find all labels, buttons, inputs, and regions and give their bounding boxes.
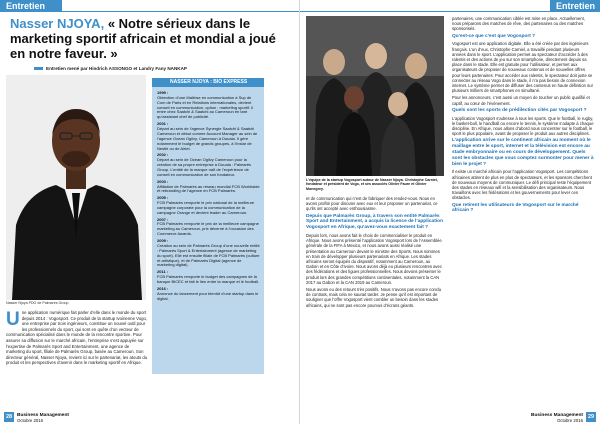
body-paragraph: Depuis lors, nous avons fait le choix de commercialiser le produit en Afrique. Nous avons présenté l’application Vogosport lors de l’Assemblée générale de la FIFA à Mexico, et nous avons aussi réalisé une présentation au Cameroun devant le ministre des Sports. Nous sommes en train de développer plusieurs partenariats en Afrique. Les stades africains seront équipés du dispositif, notamment au Cameroun, au Gabon et en Côte d’Ivoire. Nous avons déjà eu plusieurs rencontres avec des fédérations et des ligues professionnelles. Nous devons présenter le produit lors des grandes compétitions continentales, notamment la CAN 2017 au Gabon et la CAN 2019 au Cameroun. [306,233,442,285]
rubric-label: Entretien [550,0,600,12]
bio-year: 2002 : [157,152,169,158]
interview-question: Qu’est-ce que c’est que Vogosport ? [452,33,536,39]
magazine-info [17,412,69,423]
bio-express-box [152,78,264,374]
bio-event: Affiliation de Palmarès au réseau mondial FCB Worldwide et rebranding de l’agence en FCB Palmarès. [157,183,260,194]
dropcap: U [6,309,20,330]
left-footer [0,410,300,424]
bio-event: Création au sein de Palmarès Group d’une nouvelle entité : Palmarès Sport & Entertainment (agence de marketing du sport). Elle est ensuite filiale de FCB Palmarès (culture et artistique), et de Palmarès Digital (agence de marketing digital). [157,242,260,268]
portrait-caption: Nasser Njoya PDG de Palmarès Group [6,301,69,305]
bio-event: FCB Palmarès remporte le prix de la meilleure campagne marketing au Cameroun, prix décerné à l’occasion des Commerce Awards. [157,221,259,237]
portrait-photo [6,75,146,300]
page-number: 29 [587,414,595,420]
body-paragraph: et de communication qui n’est de fabriquer des rendez-vous. Nous en avons profité pour discuter avec eux et leur proposer un partenariat, ce qu’ils ont accepté avec enthousiasme. [306,196,438,212]
byline-marker [34,67,43,70]
bio-year: 2011 : [157,269,169,275]
body-paragraph: Nous avons eu des retours très positifs. Nous n’avons pas encore conclu de contrats, mais cela ne saurait tarder. Je pense qu’il est important de souligner que l’offre Vogosport vient combler un besoin dans les stades africains, qui ne sont pas encore pourvus d’écrans géants. [306,287,442,308]
bio-year: 2007 : [157,216,169,222]
magazine-info [531,412,583,423]
interview-question: Quels sont les sports de prédilection cités par Vogosport ? [452,107,587,113]
byline: Entretien mené par Hindrich ASSONGO et Landry Fany NANKAP [46,66,187,71]
body-paragraph: Pour les annonceurs, c’est aussi un moyen de toucher un public qualifié et captif, au cœur de l’événement. [452,95,590,106]
headline-quote: « Notre sérieux dans le marketing sportif africain et mondial a joué en notre faveur. » [10,16,276,61]
magazine-name: Business Management [17,413,69,418]
bio-event: Annonce du lancement pour bientôt d’une startup dans le digital. [157,290,259,301]
bio-express-list [157,89,260,301]
bio-year: 2005 : [157,195,169,201]
right-page [300,0,600,424]
body-paragraph: Il existe un marché africain pour l’application Vogosport. Les compétitions africaines attirent de plus en plus de spectateurs, et les sponsors cherchent de nouveaux moyens de communiquer. Le défi principal reste l’équipement des stades en réseaux wifi et la sensibilisation des organisateurs. Nous travaillons avec les fédérations et les gouvernements pour lever ces obstacles. [452,169,592,201]
headline-name: Nasser NJOYA, [10,16,105,31]
bio-year: 2009 : [157,237,169,243]
interview-question: L’application arrive sur le continent africain au moment où le maillage entre le sport, internet et la télévision est encore au stade embryonnaire ou en cours de développement. Quels sont les obstacles que vous comptez surmonter pour mener à bien le projet ? [452,138,594,167]
team-photo-caption: L’équipe de la startup Vogosport autour de Nasser Njoya. Christophe Carniel, fondateur et président de Vogo, et ses associés Olivier Faure et Olivier Monegrey. [306,178,438,191]
team-photo-illustration [306,16,444,176]
magazine-name: Business Management [531,413,583,418]
bio-event: FCB Palmarès remporte le budget des campagnes de la banque BICEC et fait le lien entre la marque et le football. [157,274,260,284]
bio-express-title: NASSER NJOYA : BIO EXPRESS [152,78,264,87]
body-paragraph: Vogosport est une application digitale. Elle a été créée par des ingénieurs français. L’un d’eux, Christophe Carniel, a travaillé pendant plusieurs années dans le sport. L’application permet au spectateur d’accéder à des ralentis et des actions de jeu sur son smartphone, directement depuis sa place dans le stade. Elle est gratuite pour l’utilisateur, et permet aux organisateurs de proposer de nouveaux contenus et de nouvelles offres pour leurs partenaires. Pour accéder aux ralentis, le spectateur doit juste se connecter au réseau Vogo dans le stade, il n’a pas besoin de connexion internet. Le système permet de diffuser des contenus en haute définition sur plusieurs milliers de smartphones en simultané. [452,41,593,94]
page-number: 28 [5,414,13,420]
issue-date: Octobre 2016 [556,418,583,423]
bio-year: 2001 : [157,121,169,127]
interview-question: Depuis que Palmarès Group, à travers son entité Palmarès Sport and Entertainment, a acquis la licence de l’application Vogosport en Afrique, qu’avez-vous exactement fait ? [306,213,444,231]
intro-paragraph [6,310,148,366]
body-paragraph: L’application Vogosport s’adresse à tous les sports. Que le football, le rugby, le basket-ball, le handball ou encore le tennis, le système s’adapte à chaque discipline. En Afrique, nous allons d’abord nous concentrer sur le football, le sport le plus populaire, avant de proposer le produit aux autres disciplines. [452,115,594,137]
article-column-2 [452,16,594,216]
bio-event: FCB Palmarès remporte le prix national de la meilleure campagne corporate pour la communication de la campagne Orange et devient leader au Cameroun. [157,200,255,215]
body-paragraph: partenaires, une communication ciblée est mise en place. Actuellement, nous préparons des matches de rêve, des partenaires ou des matches sponsorisés. [452,16,585,32]
rubric-label: Entretien [0,0,62,12]
article-column-1 [306,196,444,310]
intro-text: ne application numérique fait parler d’elle dans le monde du sport depuis 2014 : Vogosport. Ce produit de la startup Ivoirienne Vogo, une entreprise par trois ingénieurs, constitue un nouvel outil pour les professionnels du sport, qui sont en quête d’un vecteur de communication spécialisé dans le monde de la rencontre sportive. Pour assurer sa diffusion sur le marché africain, l’entreprise s’est appuyée sur l’expertise de Palmarès Sport and Entertainment, une agence de marketing du sport, filiale de Palmarès Group, basée au Cameroun. Son directeur général, Nasser Njoya, revient ici sur le partenariat, les atouts du produit et les perspectives d’avenir dans le marketing sportif en Afrique. [6,310,148,366]
portrait-illustration [6,75,146,300]
bio-year: 2003 : [157,178,169,184]
article-headline [10,16,292,61]
bio-event: Départ au sein de l’agence Synergie Saatchi & Saatchi Cameroun et début comme Account Manager au sein de l’agence Ocean Ogilvy, Cameroun à Douala. Il gère notamment le budget de grands groupes, à l’instar de Nestlé ou de Airtel. [157,125,258,151]
interview-question: Que retirent les utilisateurs de Vogosport sur le marché africain ? [452,202,579,214]
bio-event: Obtention d’une Maîtrise en communication à Sup de Com de Paris et en Relations internationales, devient conseil en communication, option : marketing sportif. Il entre chez Saatchi & Saatchi au Cameroun en tant qu’assistant chef de publicité. [157,94,254,120]
team-photo [306,16,444,176]
right-footer [300,410,600,424]
issue-date: Octobre 2016 [17,418,44,423]
bio-year: 1999 : [157,89,169,95]
bio-event: Départ au sein de Ocean Ogilvy Cameroun pour la création de sa propre entreprise à Douala : Palmarès Group. L’entité de la marque naît de l’expérience de conseil en communication de son fondateur. [157,157,252,177]
bio-year: 2016 : [157,285,169,291]
